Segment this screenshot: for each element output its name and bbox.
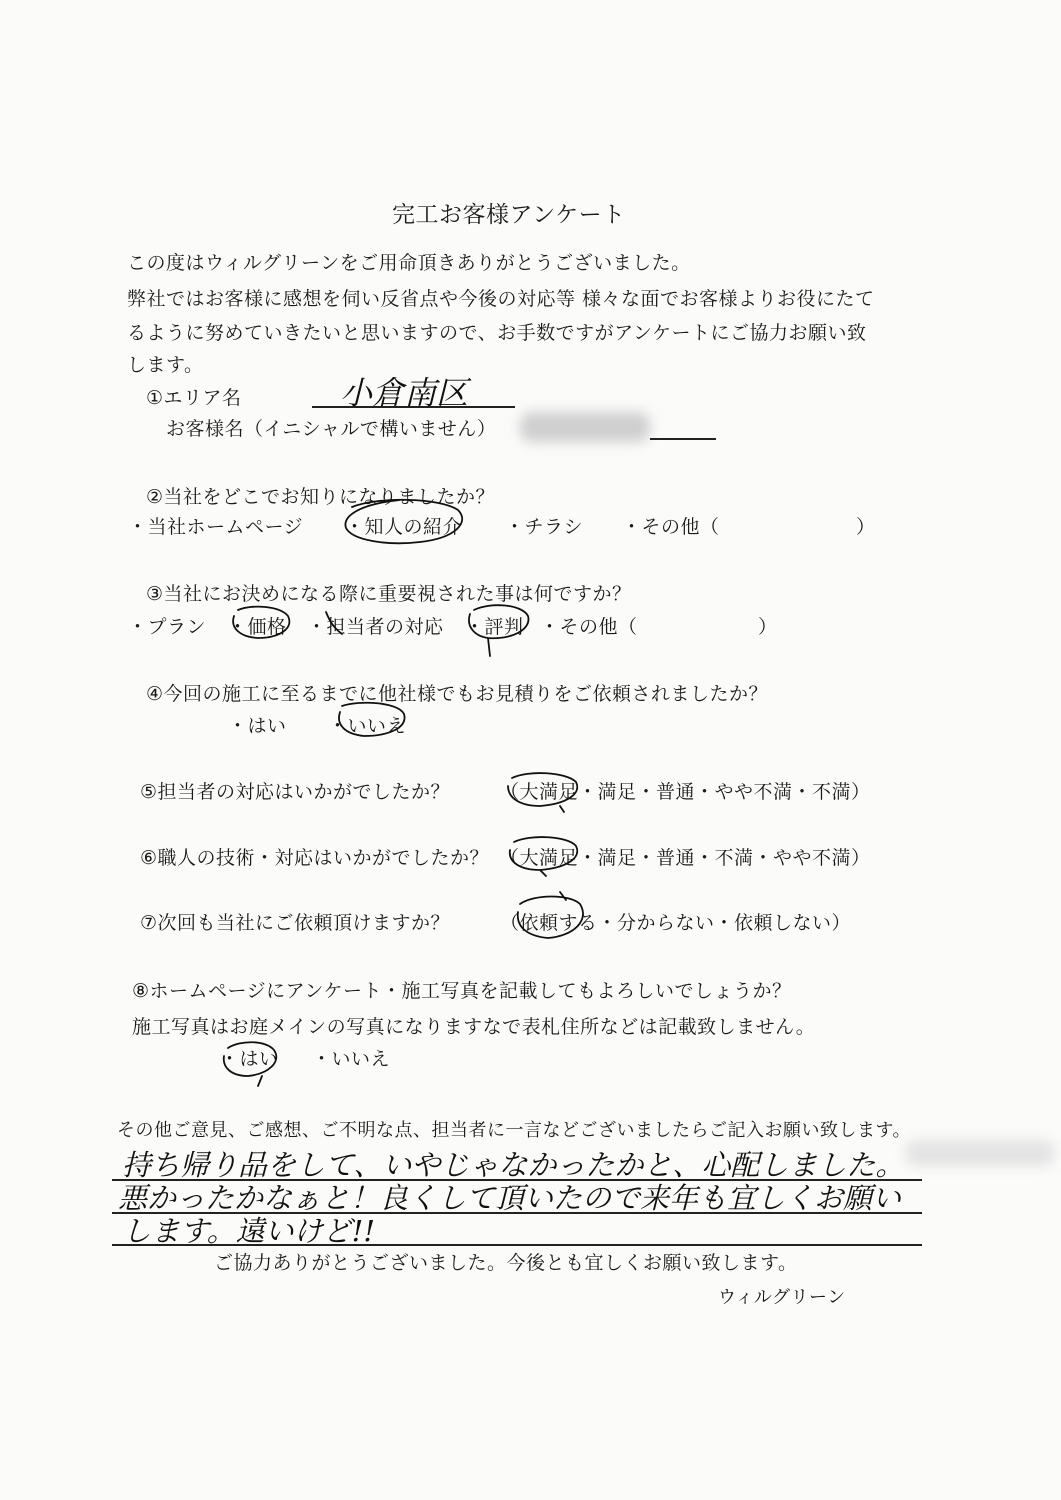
area-value: 小倉南区 xyxy=(340,374,469,412)
q7-question: ⑦次回も当社にご依頼頂けますか？ xyxy=(140,912,451,934)
comment-line-1: 持ち帰り品をして、いやじゃなかったかと、心配しました。 xyxy=(122,1148,905,1182)
q2-question: ②当社をどこでお知りになりましたか？ xyxy=(146,486,496,508)
q3-option-other-close: ） xyxy=(758,616,778,638)
intro-line-1: この度はウィルグリーンをご用命頂きありがとうございました。 xyxy=(127,252,691,274)
q2-option-other: ・その他（ xyxy=(622,516,720,538)
q3-option-other: ・その他（ xyxy=(540,616,638,638)
q4-question: ④今回の施工に至るまでに他社様でもお見積りをご依頼されましたか？ xyxy=(146,683,769,705)
company-name: ウィルグリーン xyxy=(718,1287,846,1308)
customer-name-underline xyxy=(650,438,716,440)
q3-option-price: ・価格 xyxy=(228,616,287,638)
q4-option-no: ・いいえ xyxy=(328,715,407,737)
q5-question: ⑤担当者の対応はいかがでしたか？ xyxy=(140,781,451,803)
q3-option-reputation: ・評判 xyxy=(465,616,524,638)
q6-scale: （大満足・満足・普通・不満・やや不満） xyxy=(500,847,871,869)
intro-line-3: るように努めていきたいと思いますので、お手数ですがアンケートにご協力お願い致 xyxy=(127,322,867,344)
intro-line-4: します。 xyxy=(127,354,204,376)
scan-smudge xyxy=(905,1140,1055,1166)
q2-option-homepage: ・当社ホームページ xyxy=(128,516,304,538)
area-underline xyxy=(312,406,515,408)
q2-option-other-close: ） xyxy=(856,516,876,538)
closing-text: ご協力ありがとうございました。今後とも宜しくお願い致します。 xyxy=(214,1252,798,1274)
intro-line-2: 弊社ではお客様に感想を伺い反省点や今後の対応等 様々な面でお客様よりお役にたて xyxy=(127,288,875,310)
q3-option-plan: ・プラン xyxy=(128,616,207,638)
comment-rule-3 xyxy=(112,1244,922,1246)
q3-question: ③当社にお決めになる際に重要視された事は何ですか？ xyxy=(146,583,632,605)
area-label: ①エリア名 xyxy=(146,387,242,409)
q7-scale: （依頼する・分からない・依頼しない） xyxy=(500,912,852,934)
q2-option-referral: ・知人の紹介 xyxy=(345,516,463,538)
comments-prompt: その他ご意見、ご感想、ご不明な点、担当者に一言などございましたらご記入お願い致します。 xyxy=(117,1120,912,1141)
q8-question: ⑧ホームページにアンケート・施工写真を記載してもよろしいでしょうか？ xyxy=(132,980,792,1002)
q8-note: 施工写真はお庭メインの写真になりますなで表札住所などは記載致しません。 xyxy=(132,1016,816,1038)
q8-option-yes: ・はい xyxy=(220,1048,279,1070)
q4-option-yes: ・はい xyxy=(228,715,287,737)
survey-title: 完工お客様アンケート xyxy=(392,202,626,228)
comment-line-2: 悪かったかなぁと！良くして頂いたので来年も宜しくお願い xyxy=(118,1181,902,1215)
redacted-name xyxy=(520,412,650,442)
comment-line-3: します。遠いけど!! xyxy=(122,1214,375,1248)
q5-scale: （大満足・満足・普通・やや不満・不満） xyxy=(500,781,871,803)
customer-name-label: お客様名（イニシャルで構いません） xyxy=(166,418,497,440)
q2-option-flyer: ・チラシ xyxy=(505,516,584,538)
q3-option-staff: ・担当者の対応 xyxy=(307,616,444,638)
q6-question: ⑥職人の技術・対応はいかがでしたか？ xyxy=(140,847,490,869)
q8-option-no: ・いいえ xyxy=(312,1048,391,1070)
